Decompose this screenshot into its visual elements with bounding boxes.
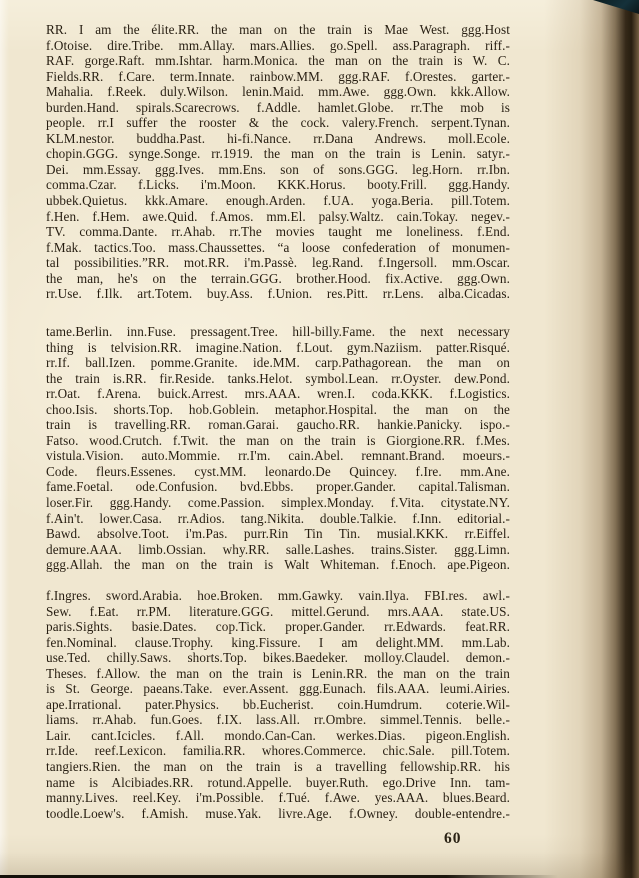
text-line: f.Hen. f.Hem. awe.Quid. f.Amos. mm.El. palsy.Waltz. cain.Tokay. negev.- (46, 208, 510, 224)
text-line: the train is.RR. fir.Reside. tanks.Helot. symbol.Lean. rr.Oyster. dew.Pond. (46, 370, 510, 386)
text-line: Fields.RR. f.Care. term.Innate. rainbow.MM. ggg.RAF. f.Orestes. garter.- (46, 68, 510, 84)
text-line: is St. George. paeans.Take. ever.Assent. ggg.Eunach. fils.AAA. leumi.Airies. (46, 681, 510, 697)
text-line: name is Alcibiades.RR. rotund.Appelle. buyer.Ruth. ego.Drive Inn. tam- (46, 774, 510, 790)
text-line: Sew. f.Eat. rr.PM. literature.GGG. mittel.Gerund. mrs.AAA. state.US. (46, 603, 510, 619)
text-line: Mahalia. f.Reek. duly.Wilson. lenin.Maid. mm.Awe. ggg.Own. kkk.Allow. (46, 84, 510, 100)
text-line: fame.Foetal. ode.Confusion. bvd.Ebbs. proper.Gander. capital.Talisman. (46, 479, 510, 495)
text-line: Theses. f.Allow. the man on the train is Lenin.RR. the man on the train (46, 665, 510, 681)
text-line: Dei. mm.Essay. ggg.Ives. mm.Ens. son of sons.GGG. leg.Horn. rr.Ibn. (46, 161, 510, 177)
text-line: train is travelling.RR. roman.Garai. gaucho.RR. hankie.Panicky. ispo.- (46, 417, 510, 433)
text-line: comma.Czar. f.Licks. i'm.Moon. KKK.Horus. booty.Frill. ggg.Handy. (46, 177, 510, 193)
text-line: demure.AAA. limb.Ossian. why.RR. salle.Lashes. trains.Sister. ggg.Limn. (46, 541, 510, 557)
text-line: liams. rr.Ahab. fun.Goes. f.IX. lass.All. rr.Ombre. simmel.Tennis. belle.- (46, 712, 510, 728)
text-line: loser.Fir. ggg.Handy. come.Passion. simplex.Monday. f.Vita. citystate.NY. (46, 495, 510, 511)
text-line: ggg.Allah. the man on the train is Walt Whiteman. f.Enoch. ape.Pigeon. (46, 557, 510, 573)
text-line: tangiers.Rien. the man on the train is a travelling fellowship.RR. his (46, 759, 510, 775)
text-line: rr.Oat. f.Arena. buick.Arrest. mrs.AAA. wren.I. coda.KKK. f.Logistics. (46, 386, 510, 402)
text-line: toodle.Loew's. f.Amish. muse.Yak. livre.Age. f.Owney. double-entendre.- (46, 805, 510, 821)
text-line: people. rr.I suffer the rooster & the cock. valery.French. serpent.Tynan. (46, 115, 510, 131)
text-line: rr.Ide. reef.Lexicon. familia.RR. whores.Commerce. chic.Sale. pill.Totem. (46, 743, 510, 759)
text-line: thing is telvision.RR. imagine.Nation. f.Lout. gym.Naziism. patter.Risqué. (46, 339, 510, 355)
text-line: tal possibilities.”RR. mot.RR. i'm.Passè. leg.Rand. f.Ingersoll. mm.Oscar. (46, 255, 510, 271)
text-line: the man, he's on the terrain.GGG. brother.Hood. fix.Active. ggg.Own. (46, 270, 510, 286)
text-line: choo.Isis. shorts.Top. hob.Goblein. metaphor.Hospital. the man on the (46, 401, 510, 417)
text-line: Fatso. wood.Crutch. f.Twit. the man on the train is Giorgione.RR. f.Mes. (46, 432, 510, 448)
text-line: f.Ain't. lower.Casa. rr.Adios. tang.Nikita. double.Talkie. f.Inn. editorial.- (46, 510, 510, 526)
paragraph (46, 324, 510, 573)
text-line: Code. fleurs.Essenes. cyst.MM. leonardo.De Quincey. f.Ire. mm.Ane. (46, 463, 510, 479)
text-line: manny.Lives. reel.Key. i'm.Possible. f.Tué. f.Awe. yes.AAA. blues.Beard. (46, 790, 510, 806)
text-line: Bawd. absolve.Toot. i'm.Pas. purr.Rin Tin Tin. musial.KKK. rr.Eiffel. (46, 526, 510, 542)
text-line: burden.Hand. spirals.Scarecrows. f.Addle. hamlet.Globe. rr.The mob is (46, 99, 510, 115)
corner-scan-shadow (593, 0, 639, 14)
text-line: paris.Sights. basie.Dates. cop.Tick. proper.Gander. rr.Edwards. feat.RR. (46, 619, 510, 635)
page-number: 60 (444, 830, 462, 847)
text-line: fen.Nominal. clause.Trophy. king.Fissure. I am delight.MM. mm.Lab. (46, 634, 510, 650)
text-line: chopin.GGG. synge.Songe. rr.1919. the man on the train is Lenin. satyr.- (46, 146, 510, 162)
text-line: f.Otoise. dire.Tribe. mm.Allay. mars.Allies. go.Spell. ass.Paragraph. riff.- (46, 37, 510, 53)
text-line: f.Mak. tactics.Too. mass.Chaussettes. “a loose confederation of monumen- (46, 239, 510, 255)
text-line: ape.Irrational. pater.Physics. bb.Eucherist. coin.Humdrum. coterie.Wil- (46, 696, 510, 712)
text-line: vistula.Vision. auto.Mommie. rr.I'm. cain.Abel. remnant.Brand. moeurs.- (46, 448, 510, 464)
text-line: rr.If. ball.Izen. pomme.Granite. ide.MM. carp.Pathagorean. the man on (46, 355, 510, 371)
text-line: rr.Use. f.Ilk. art.Totem. buy.Ass. f.Union. res.Pitt. rr.Lens. alba.Cicadas. (46, 286, 510, 302)
text-line: tame.Berlin. inn.Fuse. pressagent.Tree. hill-billy.Fame. the next necessary (46, 324, 510, 339)
text-line: RAF. gorge.Raft. mm.Ishtar. harm.Monica. the man on the train is W. C. (46, 53, 510, 69)
paragraph (46, 22, 510, 302)
page-spine-shadow (544, 0, 639, 878)
text-line: use.Ted. chilly.Saws. shorts.Top. bikes.Baedeker. molloy.Claudel. demon.- (46, 650, 510, 666)
text-line: KLM.nestor. buddha.Past. hi-fi.Nance. rr.Dana Andrews. moll.Ecole. (46, 130, 510, 146)
paragraph (46, 588, 510, 821)
text-line: TV. comma.Dante. rr.Ahab. rr.The movies taught me loneliness. f.End. (46, 224, 510, 240)
text-line: ubbek.Quietus. kkk.Amare. enough.Arden. f.UA. yoga.Beria. pill.Totem. (46, 193, 510, 209)
text-line: f.Ingres. sword.Arabia. hoe.Broken. mm.Gawky. vain.Ilya. FBI.res. awl.- (46, 588, 510, 603)
text-line: RR. I am the élite.RR. the man on the train is Mae West. ggg.Host (46, 22, 510, 37)
text-line: Lair. cant.Icicles. f.All. mondo.Can-Can. werkes.Dias. pigeon.English. (46, 727, 510, 743)
